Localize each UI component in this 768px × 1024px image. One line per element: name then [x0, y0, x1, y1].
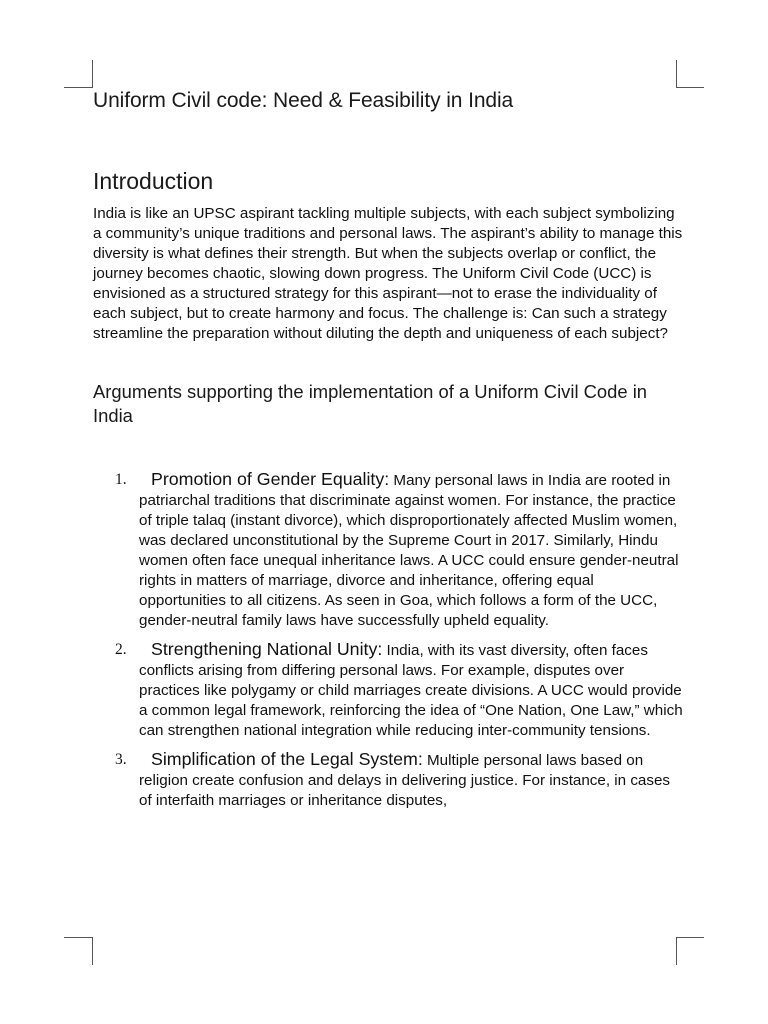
crop-mark-top-left-vertical — [92, 60, 93, 88]
argument-item — [93, 749, 683, 811]
arguments-heading: Arguments supporting the implementation of a Uniform Civil Code in India — [93, 381, 648, 426]
argument-number: 2. — [115, 641, 127, 658]
argument-heading: Simplification of the Legal System: — [151, 749, 423, 769]
argument-body: Many personal laws in India are rooted in patriarchal traditions that discriminate against women. For instance, the practice of triple talaq (instant divorce), which disproportionately affected Muslim women, was declared unconstitutional by the Supreme Court in 2017. Similarly, Hindu women often face unequal inheritance laws. A UCC could ensure gender-neutral rights in matters of marriage, divorce and inheritance, offering equal opportunities to all citizens. As seen in Goa, which follows a form of the UCC, gender-neutral family laws have successfully upheld equality. — [139, 472, 679, 629]
argument-text — [139, 639, 683, 741]
document-title: Uniform Civil code: Need & Feasibility in India — [93, 89, 514, 112]
crop-mark-top-left-horizontal — [64, 87, 92, 88]
argument-text — [139, 469, 683, 631]
argument-number: 1. — [115, 471, 127, 488]
argument-body: India, with its vast diversity, often faces conflicts arising from differing personal laws. For example, disputes over practices like polygamy or child marriages create divisions. A UCC would provide a common legal framework, reinforcing the idea of “One Nation, One Law,” which can strengthen national integration while reducing inter-community tensions. — [139, 642, 683, 739]
introduction-heading: Introduction — [93, 168, 214, 194]
introduction-paragraph: India is like an UPSC aspirant tackling multiple subjects, with each subject symbolizing a community’s unique traditions and personal laws. The aspirant’s ability to manage this diversity is what defines their strength. But when the subjects overlap or conflict, the journey becomes chaotic, slowing down progress. The Uniform Civil Code (UCC) is envisioned as a structured strategy for this aspirant—not to erase the individuality of each subject, but to create harmony and focus. The challenge is: Can such a strategy streamline the preparation without diluting the depth and uniqueness of each subject? — [93, 205, 683, 342]
argument-text — [139, 749, 683, 811]
document-page — [93, 86, 683, 819]
argument-heading: Strengthening National Unity: — [151, 639, 383, 659]
crop-mark-bottom-left-vertical — [92, 937, 93, 965]
crop-mark-bottom-right-horizontal — [676, 937, 704, 938]
arguments-list — [93, 469, 683, 811]
argument-heading: Promotion of Gender Equality: — [151, 469, 390, 489]
argument-item — [93, 469, 683, 631]
argument-number: 3. — [115, 751, 127, 768]
argument-body: Multiple personal laws based on religion create confusion and delays in delivering justice. For instance, in cases of interfaith marriages or inheritance disputes, — [139, 752, 671, 809]
argument-item — [93, 639, 683, 741]
crop-mark-top-right-vertical — [676, 60, 677, 88]
crop-mark-bottom-right-vertical — [676, 937, 677, 965]
crop-mark-bottom-left-horizontal — [64, 937, 92, 938]
